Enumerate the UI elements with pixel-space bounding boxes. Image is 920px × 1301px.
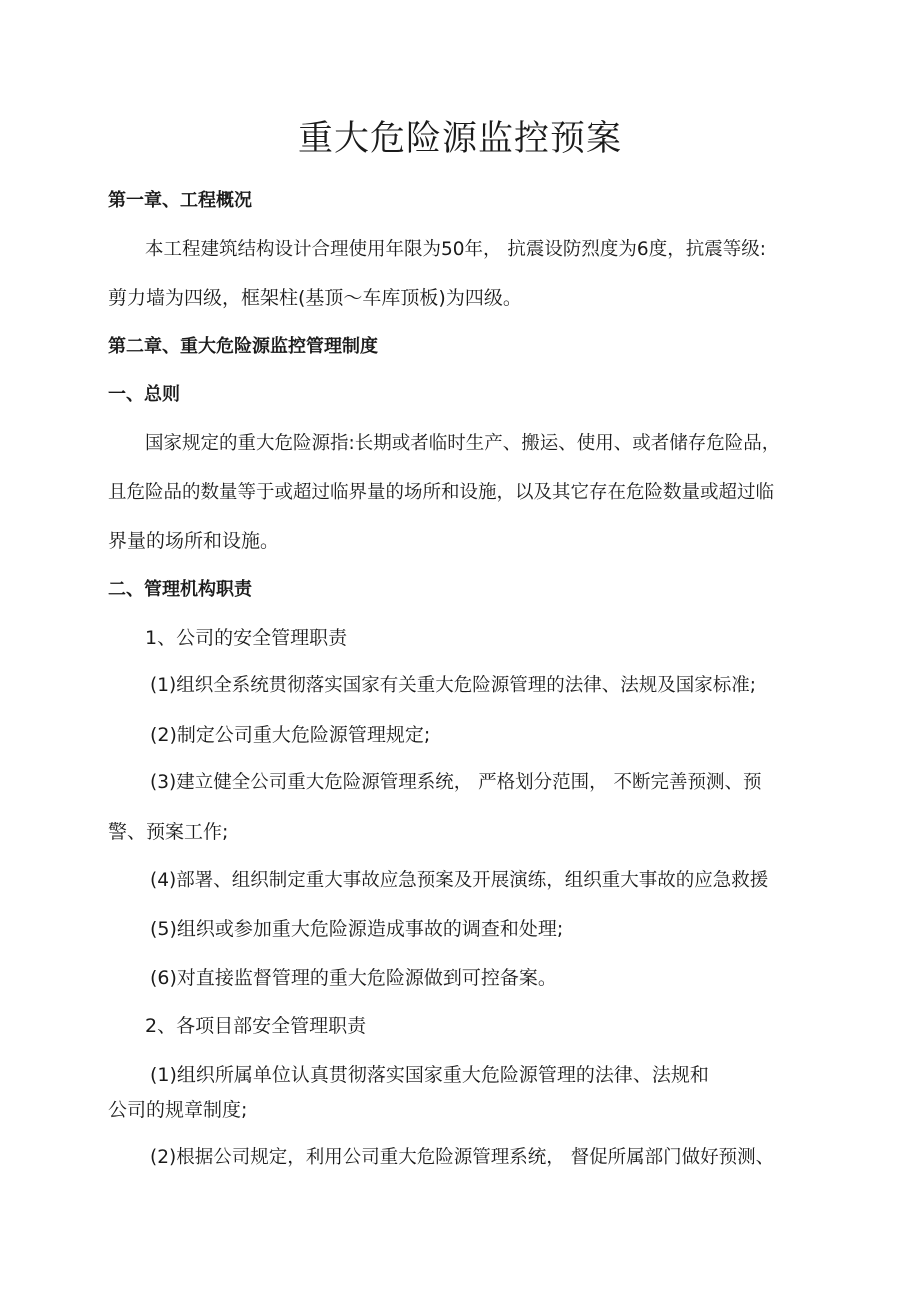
chapter1-paragraph-line1: 本工程建筑结构设计合理使用年限为50年， 抗震设防烈度为6度，抗震等级: [145,239,766,260]
sub1-item6: (6)对直接监督管理的重大危险源做到可控备案。 [150,967,557,989]
sub2-item1-line1: (1)组织所属单位认真贯彻落实国家重大危险源管理的法律、法规和 [150,1064,709,1086]
chapter2-heading: 第二章、重大危险源监控管理制度 [108,336,378,357]
section1-paragraph-line3: 界量的场所和设施。 [108,530,280,552]
chapter1-heading: 第一章、工程概况 [108,190,252,211]
sub1-item5: (5)组织或参加重大危险源造成事故的调查和处理; [150,918,564,940]
section1-paragraph-line2: 且危险品的数量等于或超过临界量的场所和设施，以及其它存在危险数量或超过临 [108,482,775,503]
sub1-item3-line2: 警、预案工作; [108,821,229,843]
sub2-title: 2、各项目部安全管理职责 [145,1015,367,1037]
section1-heading: 一、总则 [108,384,180,405]
sub1-item2: (2)制定公司重大危险源管理规定; [150,724,431,746]
sub1-item1: (1)组织全系统贯彻落实国家有关重大危险源管理的法律、法规及国家标准; [150,675,756,696]
sub2-item1-line2: 公司的规章制度; [108,1099,248,1121]
chapter1-paragraph-line2: 剪力墙为四级，框架柱(基顶〜车库顶板)为四级。 [108,287,522,309]
sub1-item4: (4)部署、组织制定重大事故应急预案及开展演练，组织重大事故的应急救援 [150,870,769,891]
sub2-item2-line1: (2)根据公司规定，利用公司重大危险源管理系统， 督促所属部门做好预测、 [150,1147,775,1168]
sub1-title: 1、公司的安全管理职责 [145,627,348,649]
document-title: 重大危险源监控预案 [297,119,622,159]
section2-heading: 二、管理机构职责 [108,579,252,600]
sub1-item3-line1: (3)建立健全公司重大危险源管理系统， 严格划分范围， 不断完善预测、预 [150,772,762,793]
section1-paragraph-line1: 国家规定的重大危险源指:长期或者临时生产、搬运、使用、或者储存危险品， [145,433,781,454]
